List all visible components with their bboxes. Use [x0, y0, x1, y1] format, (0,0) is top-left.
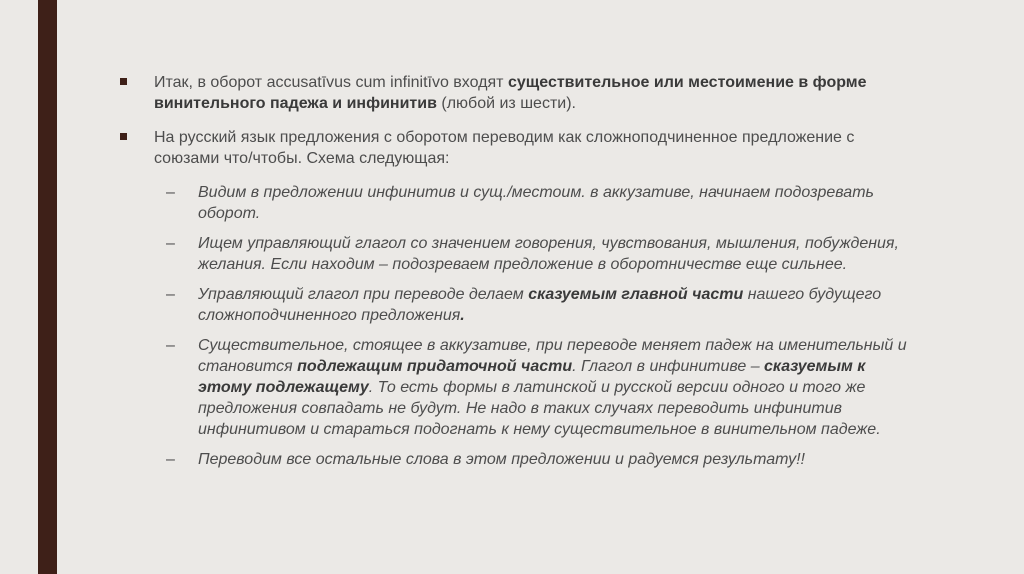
accent-bar [38, 0, 57, 574]
square-bullet-icon [120, 78, 127, 85]
sub-text: . То есть формы в латинской и русской версии одного и того же предложения совпадать не будут. Не надо в таких случаях переводить инфинитив инфинитивом и стараться подогнать к нему существительное в винительном падеже. [198, 379, 881, 438]
sub-text: . Глагол в инфинитиве – [572, 358, 765, 375]
sub-text: Существительное, стоящее в аккузативе, при переводе меняет падеж на именительный и становится [198, 337, 907, 375]
dash-marker: – [166, 451, 175, 468]
bullet-text: (любой из шести). [436, 95, 576, 112]
sub-bold-text: . [460, 307, 465, 324]
sub-text: Управляющий глагол при переводе делаем [198, 286, 529, 303]
dash-marker: – [166, 235, 175, 252]
sub-bold-text: сказуемым к этому подлежащему [198, 358, 866, 396]
sub-item [118, 284, 918, 326]
sub-bold-text: подлежащим придаточной части [297, 358, 573, 375]
square-bullet-icon [120, 133, 127, 140]
slide-content [118, 72, 918, 479]
sub-item [118, 182, 918, 224]
bullet-item [118, 127, 918, 169]
sub-item [118, 233, 918, 275]
bullet-item [118, 72, 918, 114]
bullet-bold-text: существительное или местоимение в форме винительного падежа и инфинитив [154, 74, 867, 112]
sub-text: нашего будущего сложноподчиненного предложения [198, 286, 882, 324]
sub-text: Переводим все остальные слова в этом предложении и радуемся результату!! [198, 451, 805, 468]
sub-text: Ищем управляющий глагол со значением говорения, чувствования, мышления, побуждения, желания. Если находим – подозреваем предложение в оборотничестве еще сильнее. [198, 235, 899, 273]
sub-text: Видим в предложении инфинитив и сущ./местоим. в аккузативе, начинаем подозревать оборот. [198, 184, 874, 222]
sub-bold-text: сказуемым главной части [528, 286, 744, 303]
sub-item [118, 335, 918, 440]
dash-marker: – [166, 337, 175, 354]
dash-marker: – [166, 286, 175, 303]
dash-marker: – [166, 184, 175, 201]
bullet-text: Итак, в оборот accusatīvus cum infinitīvo входят [154, 74, 508, 91]
sub-item [118, 449, 918, 470]
bullet-text: На русский язык предложения с оборотом переводим как сложноподчиненное предложение с союзами что/чтобы. Схема следующая: [154, 129, 855, 167]
